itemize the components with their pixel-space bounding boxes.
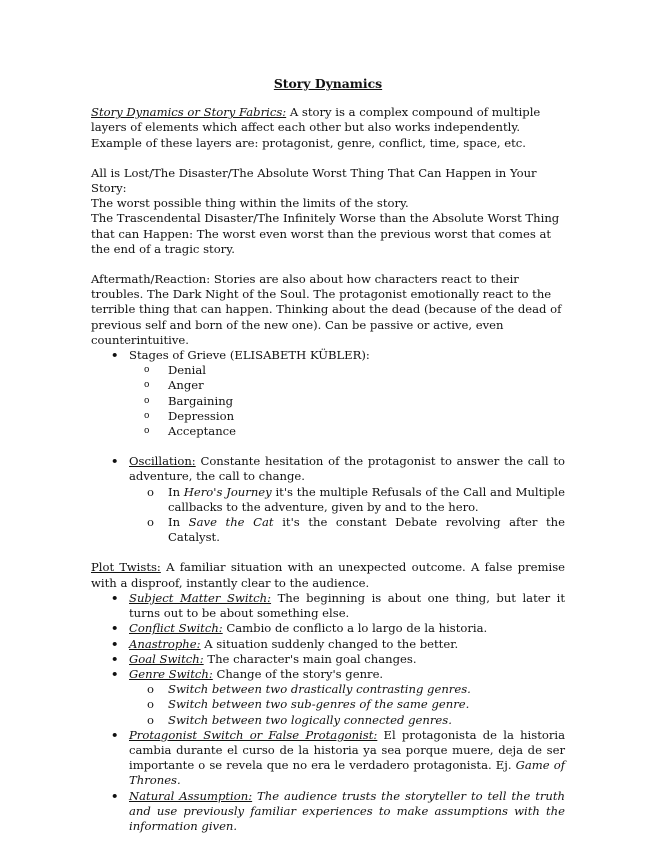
intro-text: A story is a complex compound of multiple layers of elements which affect each other but also works independently. Example of these layers are: protagonist, genre, conflict, time, space, etc. [91,105,541,150]
circle-bullet-icon: o [147,712,154,727]
list-item: o Switch between two drastically contrasting genres. [147,682,471,697]
circle-bullet-icon: o [144,380,150,391]
list-item: • Goal Switch: The character's main goal changes. [111,651,417,666]
disaster-line-3: The Trascendental Disaster/The Infinitely Worse than the Absolute Worst Thing that can Happen: The worst even worst than the previous worst that comes at the end of a tragic story. [91,211,560,256]
oscillation-text: Constante hesitation of the protagonist to answer the call to adventure, the call to change. [129,454,565,484]
genre-switch-term: Genre Switch: [129,666,213,681]
bullet-icon: • [111,651,119,666]
plot-twists-list [91,591,565,834]
bullet-icon: • [111,590,119,605]
bullet-icon: • [111,666,119,681]
list-item: • Natural Assumption: The audience trusts the storyteller to tell the truth and use previously familiar experiences to make assumptions with the information given. [111,788,566,833]
list-item: o Switch between two sub-genres of the same genre. [147,697,470,712]
circle-bullet-icon: o [147,697,154,712]
circle-bullet-icon: o [144,410,150,421]
game-of-thrones-title: Game of Thrones. [129,758,565,788]
bullet-icon: • [111,348,119,363]
aftermath-paragraph: Aftermath/Reaction: Stories are also about how characters react to their troubles. The Dark Night of the Soul. The protagonist emotionally react to the terrible thing that can happen. Thinking about the dead (because of the dead of previous self and born of the new one). Can be passive or active, even counterintuitive. [91,272,562,347]
list-item: • Genre Switch: Change of the story's genre. o Switch between two drastically contrasting genres. o Switch between two sub-genres of the same genre. o Switch between two logically connected genres. [91,667,565,728]
anastrophe-term: Anastrophe: [129,636,201,651]
intro-term: Story Dynamics or Story Fabrics: [91,105,287,120]
list-item: • Subject Matter Switch: The beginning is about one thing, but later it turns out to be about something else. [111,590,565,621]
grief-stage: Depression [168,408,235,423]
conflict-switch-term: Conflict Switch: [129,621,223,636]
grief-stage: Denial [168,363,206,378]
grief-list [91,348,565,439]
list-item: • Conflict Switch: Cambio de conflicto a lo largo de la historia. [111,621,488,636]
circle-bullet-icon: o [144,395,150,406]
save-the-cat-title: Save the Cat [188,515,274,530]
heros-journey-title: Hero's Journey [183,484,272,499]
circle-bullet-icon: o [144,426,150,437]
list-item [91,409,565,424]
bullet-icon: • [111,788,119,803]
disaster-line-1: All is Lost/The Disaster/The Absolute Worst Thing That Can Happen in Your Story: [91,165,537,196]
circle-bullet-icon: o [147,682,154,697]
oscillation-term: Oscillation: [129,454,196,469]
grief-stage: Bargaining [168,393,234,408]
list-item [91,363,565,378]
intro-paragraph [91,105,565,151]
circle-bullet-icon: o [147,515,154,530]
grief-stage: Anger [168,378,204,393]
document-page [91,76,565,834]
plot-twists-term: Plot Twists: [91,560,161,575]
list-item [91,378,565,393]
oscillation-sublist [91,485,565,546]
list-item [91,394,565,409]
list-item: o In Hero's Journey it's the multiple Refusals of the Call and Multiple callbacks to the adventure, given by and to the hero. [147,484,565,514]
list-item [91,454,565,545]
list-item: o Switch between two logically connected genres. [147,712,452,727]
list-item: • Anastrophe: A situation suddenly changed to the better. [111,636,459,651]
grief-stages [91,363,565,439]
grief-stage: Acceptance [168,424,237,439]
list-item: • Protagonist Switch or False Protagonist: El protagonista de la historia cambia durante el curso de la historia ya sea porque muere, deja de ser importante o se revela que no era le verdadero protagonista. Ej. Game of Thrones. [111,727,565,788]
bullet-icon: • [111,454,119,469]
protagonist-switch-term: Protagonist Switch or False Protagonist: [129,727,378,742]
plot-twists-paragraph: Plot Twists: A familiar situation with an unexpected outcome. A false premise with a disproof, instantly clear to the audience. [91,560,566,590]
subject-switch-term: Subject Matter Switch: [129,590,272,605]
page-title: Story Dynamics [273,76,383,91]
natural-assumption-term: Natural Assumption: [129,788,253,803]
bullet-icon: • [111,636,119,651]
grief-heading: Stages of Grieve (ELISABETH KÜBLER): [129,348,370,363]
list-item [91,348,565,439]
bullet-icon: • [111,727,119,742]
goal-switch-term: Goal Switch: [129,651,204,666]
list-item [91,424,565,439]
list-item: o In Save the Cat it's the constant Debate revolving after the Catalyst. [147,515,565,545]
disaster-line-2: The worst possible thing within the limits of the story. [91,196,409,211]
circle-bullet-icon: o [147,484,154,499]
oscillation-list [91,454,565,545]
circle-bullet-icon: o [144,365,150,376]
genre-sublist [91,682,565,728]
bullet-icon: • [111,621,119,636]
